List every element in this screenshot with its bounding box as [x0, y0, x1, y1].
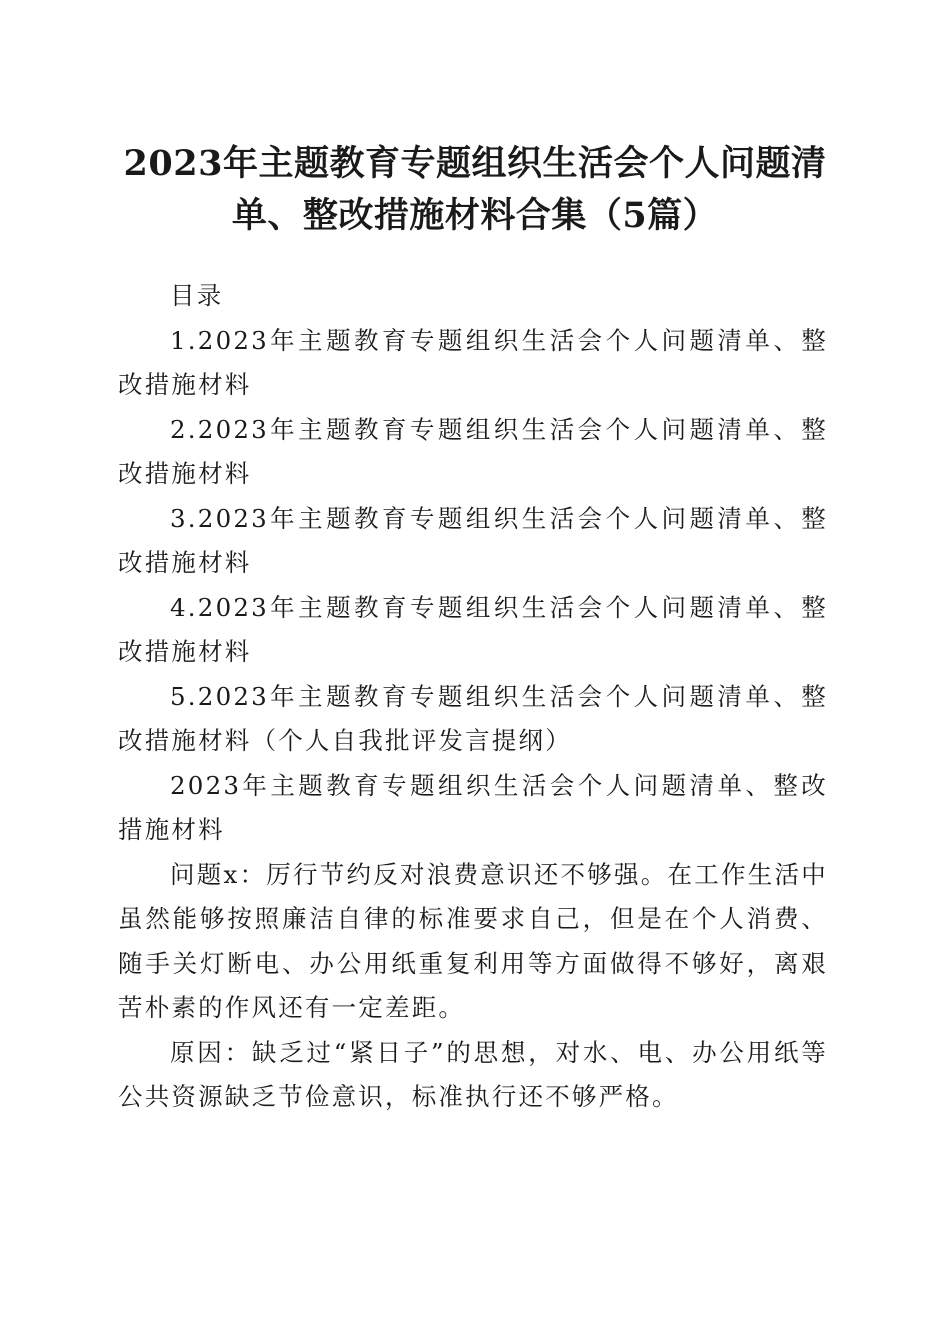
body-paragraph-problem: 问题x：厉行节约反对浪费意识还不够强。在工作生活中虽然能够按照廉洁自律的标准要求自己，但是在个人消费、随手关灯断电、办公用纸重复利用等方面做得不够好，离艰苦朴素的作风还有一定差距。	[118, 859, 828, 1022]
toc-item-4: 4.2023年主题教育专题组织生活会个人问题清单、整改措施材料	[118, 592, 828, 666]
document-title: 2023年主题教育专题组织生活会个人问题清单、整改措施材料合集（5篇）	[123, 143, 827, 236]
body-paragraph-cause: 原因：缺乏过“紧日子”的思想，对水、电、办公用纸等公共资源缺乏节俭意识，标准执行还不够严格。	[118, 1037, 828, 1111]
section-title: 2023年主题教育专题组织生活会个人问题清单、整改措施材料	[118, 770, 828, 844]
toc-item-3: 3.2023年主题教育专题组织生活会个人问题清单、整改措施材料	[118, 503, 828, 577]
document-body	[118, 274, 828, 1120]
toc-item-5: 5.2023年主题教育专题组织生活会个人问题清单、整改措施材料（个人自我批评发言提纲）	[118, 681, 828, 755]
toc-heading: 目录	[170, 281, 224, 310]
toc-item-2: 2.2023年主题教育专题组织生活会个人问题清单、整改措施材料	[118, 414, 828, 488]
toc-item-1: 1.2023年主题教育专题组织生活会个人问题清单、整改措施材料	[118, 325, 828, 399]
